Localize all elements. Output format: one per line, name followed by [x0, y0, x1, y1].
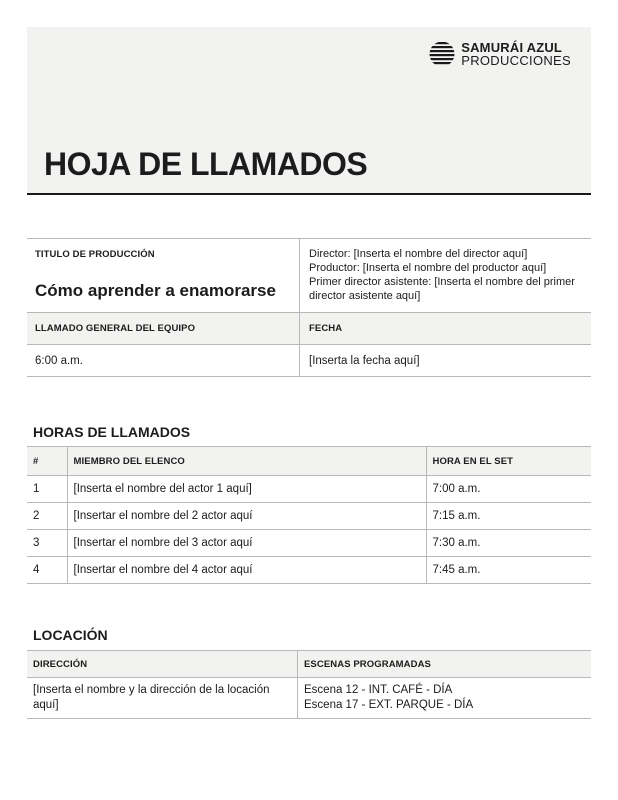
- production-title: Cómo aprender a enamorarse: [35, 281, 276, 300]
- scenes-label: ESCENAS PROGRAMADAS: [304, 658, 431, 670]
- table-row: [27, 503, 591, 530]
- brand-name: SAMURÁI AZUL: [461, 40, 563, 55]
- call-times-table: [27, 446, 591, 584]
- table-row: [27, 476, 591, 503]
- row-number: 3: [27, 530, 67, 557]
- scene-item: Escena 12 - INT. CAFÉ - DÍA: [304, 684, 453, 696]
- set-time: 7:30 a.m.: [426, 530, 591, 557]
- location-title: LOCACIÓN: [33, 627, 108, 643]
- brand-subtitle: PRODUCCIONES: [461, 53, 571, 68]
- table-row: [27, 557, 591, 584]
- call-times-title: HORAS DE LLAMADOS: [33, 424, 191, 440]
- cast-member: [Inserta el nombre del actor 1 aquí]: [67, 476, 426, 503]
- first-ad-line: Primer director asistente: [Inserta el nombre del primer director asistente aquí]: [309, 276, 575, 302]
- production-title-label: TITULO DE PRODUCCIÓN: [35, 249, 155, 260]
- crew-call-label: LLAMADO GENERAL DEL EQUIPO: [27, 313, 300, 344]
- location-table: [27, 650, 591, 719]
- page-title: HOJA DE LLAMADOS: [44, 146, 368, 182]
- brand-logo: [429, 41, 571, 67]
- cast-member: [Insertar el nombre del 2 actor aquí: [67, 503, 426, 530]
- producer-line: Productor: [Inserta el nombre del productor aquí]: [309, 262, 547, 274]
- table-row: [27, 530, 591, 557]
- address-label: DIRECCIÓN: [27, 651, 298, 677]
- date-label: FECHA: [309, 323, 343, 334]
- row-number: 2: [27, 503, 67, 530]
- production-info: [27, 238, 591, 377]
- set-time: 7:15 a.m.: [426, 503, 591, 530]
- set-time: 7:45 a.m.: [426, 557, 591, 584]
- set-time: 7:00 a.m.: [426, 476, 591, 503]
- column-header-number: #: [27, 447, 67, 476]
- scene-item: Escena 17 - EXT. PARQUE - DÍA: [304, 699, 474, 711]
- cast-member: [Insertar el nombre del 3 actor aquí: [67, 530, 426, 557]
- crew-call-value: 6:00 a.m.: [27, 345, 300, 376]
- header-banner: [27, 27, 591, 195]
- row-number: 4: [27, 557, 67, 584]
- table-header-row: [27, 447, 591, 476]
- location-address: [Inserta el nombre y la dirección de la locación aquí]: [27, 678, 298, 718]
- scheduled-scenes: [298, 678, 591, 718]
- cast-member: [Insertar el nombre del 4 actor aquí: [67, 557, 426, 584]
- column-header-set-time: HORA EN EL SET: [426, 447, 591, 476]
- striped-circle-logo-icon: [429, 41, 455, 67]
- row-number: 1: [27, 476, 67, 503]
- director-line: Director: [Inserta el nombre del director aquí]: [309, 248, 528, 260]
- column-header-cast-member: MIEMBRO DEL ELENCO: [67, 447, 426, 476]
- production-credits: [300, 239, 591, 312]
- date-value: [Inserta la fecha aquí]: [309, 354, 420, 367]
